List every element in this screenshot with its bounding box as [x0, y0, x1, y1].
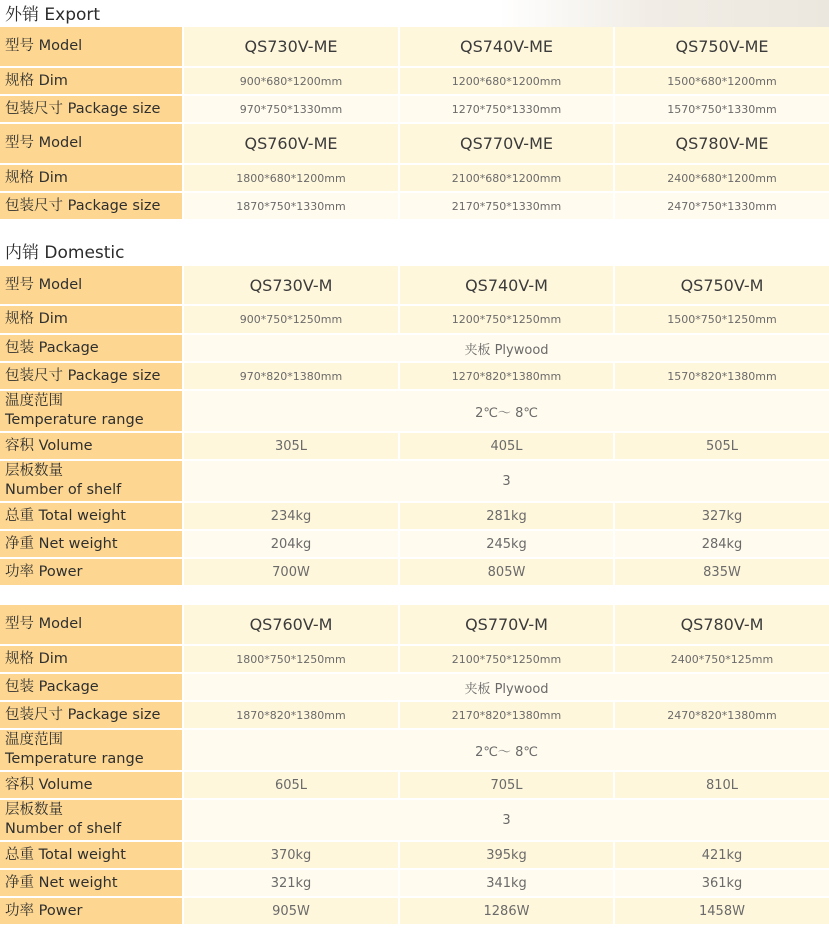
table-row: [0, 870, 829, 898]
package-size-cell: 1270*750*1330mm: [398, 96, 613, 124]
table-row: [0, 96, 829, 124]
table-row: [0, 391, 829, 433]
net-weight-cell: 321kg: [182, 870, 398, 898]
package-size-cell: 1870*820*1380mm: [182, 702, 398, 730]
volume-cell: 605L: [182, 772, 398, 800]
domestic-spec-table-1: [0, 266, 829, 587]
shelf-count-label: [0, 800, 182, 842]
package-size-cell: 2170*750*1330mm: [398, 193, 613, 221]
temperature-range-label-cn: 温度范围: [5, 732, 63, 748]
export-section-title: 外销 Export: [5, 5, 101, 25]
package-size-cell: 1270*820*1380mm: [398, 363, 613, 391]
model-cell: QS760V-M: [182, 605, 398, 646]
shelf-count-cell: 3: [182, 800, 829, 842]
package-size-label: 包装尺寸 Package size: [0, 96, 182, 124]
table-row: [0, 605, 829, 646]
dim-label: 规格 Dim: [0, 306, 182, 335]
model-label: 型号 Model: [0, 27, 182, 68]
table-row: [0, 433, 829, 461]
model-cell: QS780V-ME: [613, 124, 829, 165]
package-size-cell: 2170*820*1380mm: [398, 702, 613, 730]
dim-cell: 2100*680*1200mm: [398, 165, 613, 193]
table-row: [0, 646, 829, 674]
package-size-label: 包装尺寸 Package size: [0, 702, 182, 730]
total-weight-cell: 370kg: [182, 842, 398, 870]
power-cell: 905W: [182, 898, 398, 926]
net-weight-cell: 361kg: [613, 870, 829, 898]
power-label: 功率 Power: [0, 559, 182, 587]
power-cell: 700W: [182, 559, 398, 587]
model-cell: QS750V-ME: [613, 27, 829, 68]
table-row: [0, 503, 829, 531]
shelf-count-label-cn: 层板数量: [5, 802, 63, 818]
package-size-cell: 970*750*1330mm: [182, 96, 398, 124]
total-weight-label: 总重 Total weight: [0, 503, 182, 531]
model-label: 型号 Model: [0, 266, 182, 306]
volume-cell: 405L: [398, 433, 613, 461]
table-row: [0, 306, 829, 335]
package-label: 包装 Package: [0, 335, 182, 363]
table-row: [0, 193, 829, 221]
volume-cell: 505L: [613, 433, 829, 461]
table-row: [0, 165, 829, 193]
temperature-range-cell: 2℃～ 8℃: [182, 730, 829, 772]
dim-cell: 900*750*1250mm: [182, 306, 398, 335]
total-weight-label: 总重 Total weight: [0, 842, 182, 870]
volume-label: 容积 Volume: [0, 772, 182, 800]
table-row: [0, 27, 829, 68]
dim-cell: 1200*750*1250mm: [398, 306, 613, 335]
table-row: [0, 800, 829, 842]
net-weight-cell: 341kg: [398, 870, 613, 898]
temperature-range-label-cn: 温度范围: [5, 393, 63, 409]
total-weight-cell: 421kg: [613, 842, 829, 870]
temperature-range-label-en: Temperature range: [5, 751, 144, 767]
temperature-range-label: [0, 391, 182, 433]
dim-cell: 1200*680*1200mm: [398, 68, 613, 96]
package-size-cell: 2470*750*1330mm: [613, 193, 829, 221]
power-cell: 1286W: [398, 898, 613, 926]
export-spec-table: [0, 27, 829, 221]
power-cell: 835W: [613, 559, 829, 587]
net-weight-label: 净重 Net weight: [0, 531, 182, 559]
shelf-count-label-en: Number of shelf: [5, 821, 122, 837]
dim-cell: 900*680*1200mm: [182, 68, 398, 96]
total-weight-cell: 395kg: [398, 842, 613, 870]
table-row: [0, 68, 829, 96]
model-cell: QS750V-M: [613, 266, 829, 306]
temperature-range-label: [0, 730, 182, 772]
table-row: [0, 559, 829, 587]
model-label: 型号 Model: [0, 605, 182, 646]
shelf-count-label-en: Number of shelf: [5, 482, 122, 498]
dim-label: 规格 Dim: [0, 165, 182, 193]
model-cell: QS730V-ME: [182, 27, 398, 68]
package-size-label: 包装尺寸 Package size: [0, 363, 182, 391]
domestic-spec-table-2: [0, 605, 829, 926]
dim-cell: 1500*750*1250mm: [613, 306, 829, 335]
package-cell: 夹板 Plywood: [182, 335, 829, 363]
dim-cell: 2400*680*1200mm: [613, 165, 829, 193]
model-cell: QS770V-ME: [398, 124, 613, 165]
power-cell: 1458W: [613, 898, 829, 926]
volume-cell: 705L: [398, 772, 613, 800]
net-weight-cell: 245kg: [398, 531, 613, 559]
package-label: 包装 Package: [0, 674, 182, 702]
table-row: [0, 531, 829, 559]
dim-cell: 1800*680*1200mm: [182, 165, 398, 193]
package-size-cell: 1570*750*1330mm: [613, 96, 829, 124]
dim-cell: 2400*750*125mm: [613, 646, 829, 674]
volume-cell: 305L: [182, 433, 398, 461]
package-size-cell: 1570*820*1380mm: [613, 363, 829, 391]
table-row: [0, 266, 829, 306]
temperature-range-cell: 2℃～ 8℃: [182, 391, 829, 433]
shelf-count-label-cn: 层板数量: [5, 463, 63, 479]
table-row: [0, 335, 829, 363]
header-decoration: [499, 0, 829, 30]
model-label: 型号 Model: [0, 124, 182, 165]
power-cell: 805W: [398, 559, 613, 587]
dim-label: 规格 Dim: [0, 646, 182, 674]
shelf-count-cell: 3: [182, 461, 829, 503]
table-row: [0, 772, 829, 800]
power-label: 功率 Power: [0, 898, 182, 926]
model-cell: QS780V-M: [613, 605, 829, 646]
package-cell: 夹板 Plywood: [182, 674, 829, 702]
dim-label: 规格 Dim: [0, 68, 182, 96]
model-cell: QS730V-M: [182, 266, 398, 306]
shelf-count-label: [0, 461, 182, 503]
package-size-cell: 2470*820*1380mm: [613, 702, 829, 730]
table-row: [0, 124, 829, 165]
table-row: [0, 674, 829, 702]
package-size-cell: 1870*750*1330mm: [182, 193, 398, 221]
total-weight-cell: 234kg: [182, 503, 398, 531]
volume-label: 容积 Volume: [0, 433, 182, 461]
table-row: [0, 898, 829, 926]
net-weight-label: 净重 Net weight: [0, 870, 182, 898]
package-size-label: 包装尺寸 Package size: [0, 193, 182, 221]
total-weight-cell: 327kg: [613, 503, 829, 531]
volume-cell: 810L: [613, 772, 829, 800]
package-size-cell: 970*820*1380mm: [182, 363, 398, 391]
table-row: [0, 461, 829, 503]
dim-cell: 1500*680*1200mm: [613, 68, 829, 96]
net-weight-cell: 204kg: [182, 531, 398, 559]
dim-cell: 2100*750*1250mm: [398, 646, 613, 674]
total-weight-cell: 281kg: [398, 503, 613, 531]
model-cell: QS740V-ME: [398, 27, 613, 68]
table-row: [0, 702, 829, 730]
model-cell: QS760V-ME: [182, 124, 398, 165]
table-row: [0, 842, 829, 870]
table-row: [0, 730, 829, 772]
model-cell: QS770V-M: [398, 605, 613, 646]
temperature-range-label-en: Temperature range: [5, 412, 144, 428]
net-weight-cell: 284kg: [613, 531, 829, 559]
domestic-section-title: 内销 Domestic: [5, 243, 125, 263]
dim-cell: 1800*750*1250mm: [182, 646, 398, 674]
model-cell: QS740V-M: [398, 266, 613, 306]
table-row: [0, 363, 829, 391]
